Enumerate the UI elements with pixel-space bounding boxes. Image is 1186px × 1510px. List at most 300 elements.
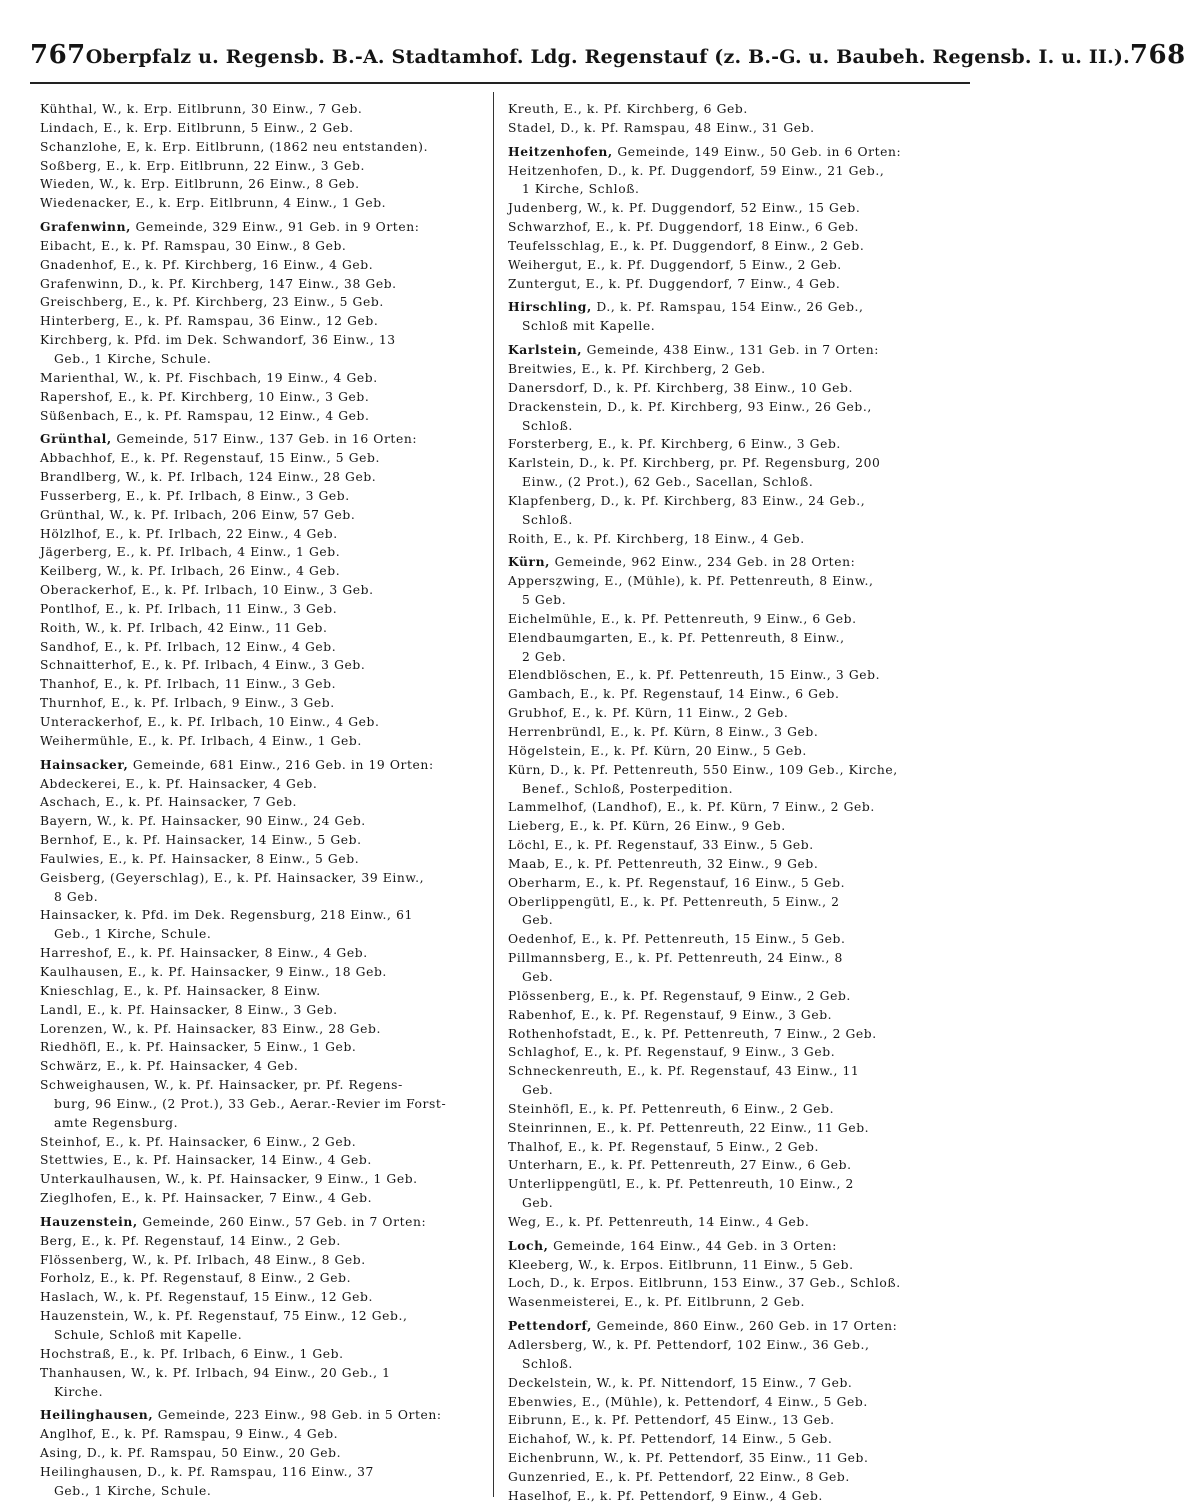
place-entry [40, 906, 490, 925]
entry-text: Gunzenried, E., k. Pf. Pettendorf, 22 Einw., 8 Geb. [508, 1469, 850, 1484]
entry-text: Kleeberg, W., k. Erpos. Eitlbrunn, 11 Einw., 5 Geb. [508, 1257, 854, 1272]
place-entry [40, 675, 490, 694]
place-entry [40, 331, 490, 350]
place-entry [508, 1025, 958, 1044]
entry-text: Geb., 1 Kirche, Schule. [54, 1483, 212, 1498]
entry-text: Eibrunn, E., k. Pf. Pettendorf, 45 Einw., 13 Geb. [508, 1413, 835, 1428]
entry-text: Oberlippengütl, E., k. Pf. Pettenreuth, 5 Einw., 2 [508, 894, 840, 909]
entry-text: Kreuth, E., k. Pf. Kirchberg, 6 Geb. [508, 102, 748, 116]
place-entry [40, 1170, 490, 1189]
entry-text: Faulwies, E., k. Pf. Hainsacker, 8 Einw., 5 Geb. [40, 851, 360, 866]
entry-continuation [40, 1095, 490, 1114]
entry-text: Löchl, E., k. Pf. Regenstauf, 33 Einw., 5 Geb. [508, 838, 814, 853]
place-entry [508, 1393, 958, 1412]
entry-text: Wieden, W., k. Erp. Eitlbrunn, 26 Einw., 8 Geb. [40, 177, 360, 192]
entry-continuation [508, 317, 958, 336]
place-entry [40, 293, 490, 312]
place-entry [40, 600, 490, 619]
entry-text: Schlaghof, E., k. Pf. Regenstauf, 9 Einw., 3 Geb. [508, 1045, 836, 1060]
entry-text: Pontlhof, E., k. Pf. Irlbach, 11 Einw., 3 Geb. [40, 601, 338, 616]
entry-text: Geb., 1 Kirche, Schule. [54, 351, 212, 366]
entry-text: Schule, Schloß mit Kapelle. [54, 1328, 243, 1342]
place-entry [508, 704, 958, 723]
entry-text: Steinhof, E., k. Pf. Hainsacker, 6 Einw., 2 Geb. [40, 1134, 357, 1149]
municipality-heading [508, 143, 958, 162]
entry-text: Heilinghausen, D., k. Pf. Ramspau, 116 Einw., 37 [40, 1464, 374, 1479]
entry-text: Gemeinde, 223 Einw., 98 Geb. in 5 Orten: [157, 1408, 442, 1423]
place-entry [40, 656, 490, 675]
entry-text: Roith, E., k. Pf. Kirchberg, 18 Einw., 4 Geb. [508, 531, 805, 546]
place-entry [508, 1156, 958, 1175]
place-entry [508, 949, 958, 968]
entry-continuation [40, 888, 490, 907]
entry-continuation [508, 417, 958, 436]
entry-text: Hainsacker, k. Pfd. im Dek. Regensburg, 218 Einw., 61 [40, 908, 413, 923]
entry-text: Teufelsschlag, E., k. Pf. Duggendorf, 8 Einw., 2 Geb. [508, 238, 865, 253]
municipality-name: Loch, [508, 1237, 549, 1253]
entry-text: Süßenbach, E., k. Pf. Ramspau, 12 Einw., 4 Geb. [40, 408, 370, 423]
place-entry [508, 1256, 958, 1275]
place-entry [508, 1374, 958, 1393]
place-entry [40, 1425, 490, 1444]
municipality-heading [40, 1213, 490, 1232]
place-entry [508, 572, 958, 591]
entry-text: Schloß. [522, 512, 573, 527]
entry-text: Stettwies, E., k. Pf. Hainsacker, 14 Einw., 4 Geb. [40, 1153, 372, 1168]
place-entry [508, 237, 958, 256]
place-entry [40, 468, 490, 487]
place-entry [508, 666, 958, 685]
entry-text: Weihergut, E., k. Pf. Duggendorf, 5 Einw., 2 Geb. [508, 257, 842, 272]
entry-text: burg, 96 Einw., (2 Prot.), 33 Geb., Aerar.-Revier im Forst- [54, 1096, 447, 1111]
place-entry [40, 237, 490, 256]
entry-text: Gambach, E., k. Pf. Regenstauf, 14 Einw., 6 Geb. [508, 687, 840, 702]
place-entry [40, 369, 490, 388]
place-entry [40, 638, 490, 657]
entry-continuation [508, 1355, 958, 1374]
entry-continuation [508, 591, 958, 610]
place-entry [40, 775, 490, 794]
entry-continuation [40, 350, 490, 369]
place-entry [508, 1274, 958, 1293]
place-entry [40, 194, 490, 213]
left-column [40, 100, 490, 1501]
entry-text: Forsterberg, E., k. Pf. Kirchberg, 6 Einw., 3 Geb. [508, 437, 841, 452]
entry-text: Karlstein, D., k. Pf. Kirchberg, pr. Pf. Regensburg, 200 [508, 456, 881, 471]
entry-text: Steinrinnen, E., k. Pf. Pettenreuth, 22 Einw., 11 Geb. [508, 1120, 870, 1135]
entry-text: Geb. [522, 969, 554, 984]
entry-text: Gemeinde, 860 Einw., 260 Geb. in 17 Orten: [596, 1319, 898, 1334]
entry-text: Schloß. [522, 418, 573, 433]
entry-text: Haslach, W., k. Pf. Regenstauf, 15 Einw., 12 Geb. [40, 1290, 373, 1305]
entry-text: Aschach, E., k. Pf. Hainsacker, 7 Geb. [40, 795, 298, 810]
place-entry [40, 793, 490, 812]
place-entry [40, 1038, 490, 1057]
entry-text: Schneckenreuth, E., k. Pf. Regenstauf, 43 Einw., 11 [508, 1064, 860, 1079]
place-entry [40, 1020, 490, 1039]
municipality-heading [40, 1406, 490, 1425]
entry-text: Weihermühle, E., k. Pf. Irlbach, 4 Einw., 1 Geb. [40, 733, 362, 748]
place-entry [40, 506, 490, 525]
entry-text: Breitwies, E., k. Pf. Kirchberg, 2 Geb. [508, 361, 766, 376]
entry-text: Elendblöschen, E., k. Pf. Pettenreuth, 15 Einw., 3 Geb. [508, 668, 881, 683]
entry-text: Berg, E., k. Pf. Regenstauf, 14 Einw., 2 Geb. [40, 1233, 341, 1248]
entry-text: Oedenhof, E., k. Pf. Pettenreuth, 15 Einw., 5 Geb. [508, 932, 846, 947]
entry-text: Wasenmeisterei, E., k. Pf. Eitlbrunn, 2 Geb. [508, 1295, 806, 1310]
place-entry [508, 1175, 958, 1194]
entry-text: Flössenberg, W., k. Pf. Irlbach, 48 Einw., 8 Geb. [40, 1252, 366, 1267]
place-entry [508, 218, 958, 237]
place-entry [40, 1076, 490, 1095]
page-header [30, 40, 1186, 84]
entry-text: Grünthal, W., k. Pf. Irlbach, 206 Einw, 57 Geb. [40, 507, 356, 522]
place-entry [40, 831, 490, 850]
left-page-number: 767 [30, 40, 86, 70]
entry-text: Högelstein, E., k. Pf. Kürn, 20 Einw., 5 Geb. [508, 743, 807, 758]
place-entry [508, 1006, 958, 1025]
entry-text: Heitzenhofen, D., k. Pf. Duggendorf, 59 Einw., 21 Geb., [508, 163, 885, 178]
entry-text: Oberharm, E., k. Pf. Regenstauf, 16 Einw., 5 Geb. [508, 875, 846, 890]
entry-text: Lammelhof, (Landhof), E., k. Pf. Kürn, 7 Einw., 2 Geb. [508, 800, 875, 815]
entry-text: Gemeinde, 164 Einw., 44 Geb. in 3 Orten: [553, 1238, 838, 1253]
entry-text: Keilberg, W., k. Pf. Irlbach, 26 Einw., 4 Geb. [40, 564, 341, 579]
entry-text: Brandlberg, W., k. Pf. Irlbach, 124 Einw., 28 Geb. [40, 470, 377, 485]
municipality-name: Grünthal, [40, 431, 112, 447]
entry-text: Maab, E., k. Pf. Pettenreuth, 32 Einw., 9 Geb. [508, 856, 819, 871]
place-entry [508, 1293, 958, 1312]
entry-text: Pillmannsberg, E., k. Pf. Pettenreuth, 24 Einw., 8 [508, 951, 843, 966]
place-entry [40, 100, 490, 119]
entry-text: Thanhof, E., k. Pf. Irlbach, 11 Einw., 3 Geb. [40, 677, 337, 692]
place-entry [40, 1444, 490, 1463]
municipality-name: Grafenwinn, [40, 219, 132, 235]
entry-text: Bayern, W., k. Pf. Hainsacker, 90 Einw., 24 Geb. [40, 814, 366, 829]
entry-text: Thalhof, E., k. Pf. Regenstauf, 5 Einw., 2 Geb. [508, 1139, 820, 1154]
entry-continuation [508, 511, 958, 530]
place-entry [508, 1468, 958, 1487]
entry-text: Landl, E., k. Pf. Hainsacker, 8 Einw., 3 Geb. [40, 1002, 338, 1017]
place-entry [40, 812, 490, 831]
place-entry [40, 256, 490, 275]
entry-text: Hinterberg, E., k. Pf. Ramspau, 36 Einw., 12 Geb. [40, 314, 379, 329]
place-entry [40, 1001, 490, 1020]
place-entry [508, 1487, 958, 1506]
entry-continuation [508, 911, 958, 930]
place-entry [40, 1133, 490, 1152]
place-entry [508, 836, 958, 855]
entry-text: Hölzlhof, E., k. Pf. Irlbach, 22 Einw., 4 Geb. [40, 526, 338, 541]
entry-text: 2 Geb. [522, 649, 567, 664]
place-entry [40, 713, 490, 732]
entry-text: Geb. [522, 1196, 554, 1211]
entry-text: Eichelmühle, E., k. Pf. Pettenreuth, 9 Einw., 6 Geb. [508, 611, 857, 626]
place-entry [508, 685, 958, 704]
place-entry [508, 723, 958, 742]
place-entry [508, 379, 958, 398]
entry-text: Sandhof, E., k. Pf. Irlbach, 12 Einw., 4 Geb. [40, 639, 337, 654]
entry-text: Gemeinde, 681 Einw., 216 Geb. in 19 Orten: [132, 757, 434, 772]
place-entry [508, 798, 958, 817]
entry-text: Unterharn, E., k. Pf. Pettenreuth, 27 Einw., 6 Geb. [508, 1158, 852, 1173]
entry-continuation [508, 968, 958, 987]
entry-text: D., k. Pf. Ramspau, 154 Einw., 26 Geb., [596, 300, 864, 315]
entry-text: Gemeinde, 329 Einw., 91 Geb. in 9 Orten: [135, 220, 420, 235]
entry-text: Anglhof, E., k. Pf. Ramspau, 9 Einw., 4 Geb. [40, 1427, 339, 1442]
entry-text: Lieberg, E., k. Pf. Kürn, 26 Einw., 9 Geb. [508, 819, 786, 834]
entry-continuation [508, 780, 958, 799]
entry-continuation [40, 1326, 490, 1345]
entry-text: Knieschlag, E., k. Pf. Hainsacker, 8 Einw. [40, 983, 321, 998]
entry-text: Adlersberg, W., k. Pf. Pettendorf, 102 Einw., 36 Geb., [508, 1338, 870, 1352]
entry-text: Geb. [522, 1083, 554, 1098]
place-entry [40, 487, 490, 506]
entry-continuation [40, 1383, 490, 1402]
entry-text: Schloß. [522, 1356, 573, 1371]
entry-text: Haselhof, E., k. Pf. Pettendorf, 9 Einw., 4 Geb. [508, 1488, 823, 1503]
entry-continuation [508, 648, 958, 667]
entry-text: Schloß mit Kapelle. [522, 319, 656, 334]
entry-text: amte Regensburg. [54, 1115, 179, 1130]
place-entry [40, 1307, 490, 1326]
municipality-heading [508, 553, 958, 572]
entry-text: Ebenwies, E., (Mühle), k. Pettendorf, 4 Einw., 5 Geb. [508, 1394, 868, 1409]
place-entry [40, 1364, 490, 1383]
entry-text: Hochstraß, E., k. Pf. Irlbach, 6 Einw., 1 Geb. [40, 1346, 344, 1361]
place-entry [508, 855, 958, 874]
entry-text: Grubhof, E., k. Pf. Kürn, 11 Einw., 2 Geb. [508, 706, 789, 721]
entry-text: Eibacht, E., k. Pf. Ramspau, 30 Einw., 8 Geb. [40, 238, 347, 253]
place-entry [40, 449, 490, 468]
entry-text: Kirche. [54, 1384, 104, 1399]
place-entry [508, 930, 958, 949]
entry-text: Appersẓwing, E., (Mühle), k. Pf. Pettenreuth, 8 Einw., [508, 574, 874, 589]
entry-text: Geb., 1 Kirche, Schule. [54, 927, 212, 942]
place-entry [40, 944, 490, 963]
entry-text: Zuntergut, E., k. Pf. Duggendorf, 7 Einw., 4 Geb. [508, 276, 841, 291]
entry-text: Rothenhofstadt, E., k. Pf. Pettenreuth, 7 Einw., 2 Geb. [508, 1026, 877, 1041]
place-entry [508, 398, 958, 417]
entry-text: Weg, E., k. Pf. Pettenreuth, 14 Einw., 4 Geb. [508, 1214, 810, 1229]
entry-text: Kühthal, W., k. Erp. Eitlbrunn, 30 Einw., 7 Geb. [40, 102, 363, 116]
entry-text: Herrenbründl, E., k. Pf. Kürn, 8 Einw., 3 Geb. [508, 725, 819, 739]
place-entry [40, 562, 490, 581]
entry-text: Kürn, D., k. Pf. Pettenreuth, 550 Einw., 109 Geb., Kirche, [508, 762, 898, 777]
entry-text: Grafenwinn, D., k. Pf. Kirchberg, 147 Einw., 38 Geb. [40, 276, 397, 291]
entry-text: Hauzenstein, W., k. Pf. Regenstauf, 75 Einw., 12 Geb., [40, 1309, 408, 1324]
municipality-heading [508, 341, 958, 360]
entry-text: Riedhöfl, E., k. Pf. Hainsacker, 5 Einw., 1 Geb. [40, 1040, 357, 1055]
entry-text: Wiedenacker, E., k. Erp. Eitlbrunn, 4 Einw., 1 Geb. [40, 196, 387, 211]
municipality-name: Hauzenstein, [40, 1213, 138, 1229]
entry-continuation [40, 925, 490, 944]
entry-text: Stadel, D., k. Pf. Ramspau, 48 Einw., 31 Geb. [508, 120, 815, 135]
place-entry [508, 256, 958, 275]
municipality-name: Karlstein, [508, 342, 583, 358]
entry-text: Fusserberg, E., k. Pf. Irlbach, 8 Einw., 3 Geb. [40, 488, 350, 503]
place-entry [508, 1062, 958, 1081]
entry-continuation [508, 180, 958, 199]
entry-text: Geb. [522, 913, 554, 928]
municipality-heading [40, 218, 490, 237]
place-entry [508, 1449, 958, 1468]
place-entry [508, 199, 958, 218]
place-entry [508, 1119, 958, 1138]
place-entry [40, 963, 490, 982]
place-entry [40, 175, 490, 194]
place-entry [40, 732, 490, 751]
entry-text: Judenberg, W., k. Pf. Duggendorf, 52 Einw., 15 Geb. [508, 201, 861, 216]
entry-text: 5 Geb. [522, 593, 567, 608]
entry-text: Oberackerhof, E., k. Pf. Irlbach, 10 Einw., 3 Geb. [40, 583, 374, 598]
entry-text: 8 Geb. [54, 889, 99, 904]
place-entry [40, 1232, 490, 1251]
entry-text: Thanhausen, W., k. Pf. Irlbach, 94 Einw., 20 Geb., 1 [40, 1365, 391, 1380]
place-entry [508, 435, 958, 454]
entry-text: Elendbaumgarten, E., k. Pf. Pettenreuth, 8 Einw., [508, 630, 845, 645]
place-entry [508, 530, 958, 549]
entry-text: Schwärz, E., k. Pf. Hainsacker, 4 Geb. [40, 1059, 299, 1074]
entry-text: Steinhöfl, E., k. Pf. Pettenreuth, 6 Einw., 2 Geb. [508, 1101, 835, 1116]
municipality-name: Heilinghausen, [40, 1407, 154, 1423]
place-entry [40, 1269, 490, 1288]
entry-text: Gemeinde, 962 Einw., 234 Geb. in 28 Orten: [554, 555, 856, 570]
place-entry [40, 850, 490, 869]
place-entry [508, 874, 958, 893]
entry-continuation [508, 1194, 958, 1213]
entry-text: Unterackerhof, E., k. Pf. Irlbach, 10 Einw., 4 Geb. [40, 715, 380, 729]
entry-text: Harreshof, E., k. Pf. Hainsacker, 8 Einw., 4 Geb. [40, 946, 368, 961]
place-entry [508, 1138, 958, 1157]
place-entry [508, 1100, 958, 1119]
entry-text: Thurnhof, E., k. Pf. Irlbach, 9 Einw., 3 Geb. [40, 696, 335, 711]
place-entry [40, 869, 490, 888]
place-entry [508, 817, 958, 836]
entry-text: Eichahof, W., k. Pf. Pettendorf, 14 Einw., 5 Geb. [508, 1432, 833, 1447]
entry-text: Plössenberg, E., k. Pf. Regenstauf, 9 Einw., 2 Geb. [508, 988, 851, 1003]
entry-text: Roith, W., k. Pf. Irlbach, 42 Einw., 11 Geb. [40, 620, 328, 635]
municipality-heading [40, 756, 490, 775]
entry-text: Lindach, E., k. Erp. Eitlbrunn, 5 Einw., 2 Geb. [40, 120, 354, 135]
municipality-name: Hainsacker, [40, 756, 129, 772]
municipality-name: Kürn, [508, 554, 551, 570]
entry-text: Unterlippengütl, E., k. Pf. Pettenreuth, 10 Einw., 2 [508, 1177, 854, 1192]
entry-continuation [40, 1114, 490, 1133]
place-entry [40, 619, 490, 638]
entry-text: Asing, D., k. Pf. Ramspau, 50 Einw., 20 Geb. [40, 1446, 342, 1461]
entry-text: Rabenhof, E., k. Pf. Regenstauf, 9 Einw., 3 Geb. [508, 1007, 833, 1022]
place-entry [508, 162, 958, 181]
entry-text: Kirchberg, k. Pfd. im Dek. Schwandorf, 36 Einw., 13 [40, 333, 396, 348]
entry-text: Einw., (2 Prot.), 62 Geb., Sacellan, Schloß. [522, 475, 814, 490]
entry-text: Danersdorf, D., k. Pf. Kirchberg, 38 Einw., 10 Geb. [508, 380, 854, 395]
entry-text: Geisberg, (Geyerschlag), E., k. Pf. Hainsacker, 39 Einw., [40, 870, 425, 885]
place-entry [40, 1189, 490, 1208]
entry-text: Drackenstein, D., k. Pf. Kirchberg, 93 Einw., 26 Geb., [508, 399, 872, 414]
entry-text: Rapershof, E., k. Pf. Kirchberg, 10 Einw., 3 Geb. [40, 389, 370, 404]
entry-text: Bernhof, E., k. Pf. Hainsacker, 14 Einw., 5 Geb. [40, 833, 362, 848]
entry-text: Unterkaulhausen, W., k. Pf. Hainsacker, 9 Einw., 1 Geb. [40, 1172, 418, 1187]
entry-text: 1 Kirche, Schloß. [522, 182, 640, 197]
municipality-name: Heitzenhofen, [508, 143, 613, 159]
place-entry [508, 761, 958, 780]
column-divider [493, 92, 494, 1497]
entry-text: Lorenzen, W., k. Pf. Hainsacker, 83 Einw., 28 Geb. [40, 1021, 381, 1036]
municipality-name: Pettendorf, [508, 1318, 593, 1334]
place-entry [508, 1430, 958, 1449]
place-entry [508, 893, 958, 912]
place-entry [40, 388, 490, 407]
entry-text: Marienthal, W., k. Pf. Fischbach, 19 Einw., 4 Geb. [40, 370, 378, 385]
entry-text: Gemeinde, 517 Einw., 137 Geb. in 16 Orten: [116, 432, 418, 447]
place-entry [508, 492, 958, 511]
entry-text: Soßberg, E., k. Erp. Eitlbrunn, 22 Einw., 3 Geb. [40, 158, 365, 173]
place-entry [40, 157, 490, 176]
place-entry [40, 525, 490, 544]
place-entry [40, 543, 490, 562]
entry-text: Schweighausen, W., k. Pf. Hainsacker, pr. Pf. Regens- [40, 1078, 403, 1093]
entry-text: Gnadenhof, E., k. Pf. Kirchberg, 16 Einw., 4 Geb. [40, 257, 374, 272]
entry-text: Kaulhausen, E., k. Pf. Hainsacker, 9 Einw., 18 Geb. [40, 964, 387, 979]
entry-text: Klapfenberg, D., k. Pf. Kirchberg, 83 Einw., 24 Geb., [508, 493, 866, 508]
entry-text: Gemeinde, 149 Einw., 50 Geb. in 6 Orten: [617, 144, 902, 159]
entry-text: Greischberg, E., k. Pf. Kirchberg, 23 Einw., 5 Geb. [40, 295, 384, 310]
place-entry [508, 1336, 958, 1355]
place-entry [40, 407, 490, 426]
place-entry [40, 312, 490, 331]
place-entry [508, 100, 958, 119]
entry-text: Zieglhofen, E., k. Pf. Hainsacker, 7 Einw., 4 Geb. [40, 1191, 373, 1206]
place-entry [40, 982, 490, 1001]
place-entry [508, 360, 958, 379]
place-entry [40, 1057, 490, 1076]
entry-text: Schnaitterhof, E., k. Pf. Irlbach, 4 Einw., 3 Geb. [40, 658, 366, 673]
municipality-heading [508, 1317, 958, 1336]
place-entry [40, 1151, 490, 1170]
place-entry [508, 275, 958, 294]
place-entry [508, 610, 958, 629]
municipality-heading [40, 430, 490, 449]
right-page-number: 768 [1129, 40, 1186, 70]
entry-text: Abdeckerei, E., k. Pf. Hainsacker, 4 Geb. [40, 776, 318, 791]
entry-text: Gemeinde, 438 Einw., 131 Geb. in 7 Orten: [586, 343, 880, 358]
entry-text: Jägerberg, E., k. Pf. Irlbach, 4 Einw., 1 Geb. [40, 545, 341, 560]
place-entry [40, 1288, 490, 1307]
place-entry [40, 581, 490, 600]
place-entry [40, 275, 490, 294]
place-entry [508, 1043, 958, 1062]
entry-text: Schanzlohe, E, k. Erp. Eitlbrunn, (1862 neu entstanden). [40, 139, 429, 154]
place-entry [508, 1411, 958, 1430]
place-entry [40, 138, 490, 157]
place-entry [508, 1213, 958, 1232]
entry-text: Forholz, E., k. Pf. Regenstauf, 8 Einw., 2 Geb. [40, 1271, 352, 1286]
municipality-heading [508, 298, 958, 317]
place-entry [508, 629, 958, 648]
entry-text: Abbachhof, E., k. Pf. Regenstauf, 15 Einw., 5 Geb. [40, 451, 381, 466]
entry-continuation [508, 473, 958, 492]
entry-continuation [40, 1482, 490, 1501]
entry-text: Schwarzhof, E., k. Pf. Duggendorf, 18 Einw., 6 Geb. [508, 220, 860, 235]
entry-text: Gemeinde, 260 Einw., 57 Geb. in 7 Orten: [142, 1214, 427, 1229]
place-entry [40, 119, 490, 138]
place-entry [508, 987, 958, 1006]
place-entry [508, 119, 958, 138]
right-column [508, 100, 958, 1506]
running-title: Oberpfalz u. Regensb. B.-A. Stadtamhof. Ldg. Regenstauf (z. B.-G. u. Baubeh. Regensb. I. u. II.). [85, 46, 1130, 68]
place-entry [40, 1345, 490, 1364]
place-entry [40, 694, 490, 713]
entry-text: Loch, D., k. Erpos. Eitlbrunn, 153 Einw., 37 Geb., Schloß. [508, 1276, 901, 1291]
